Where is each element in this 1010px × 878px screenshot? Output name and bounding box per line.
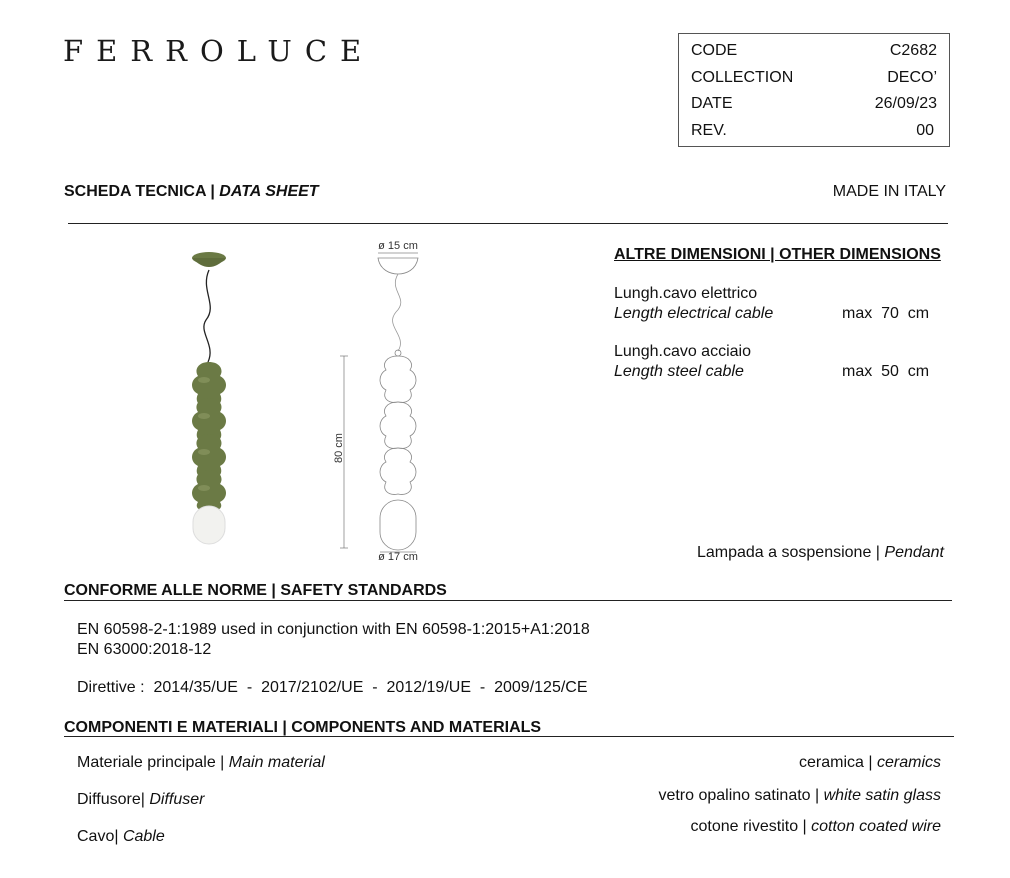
- component-label-en: Main material: [228, 754, 325, 771]
- component-label: [77, 791, 204, 809]
- glass-diffuser: [193, 506, 225, 544]
- info-row-date: [691, 95, 937, 117]
- info-value: C2682: [889, 42, 937, 59]
- component-value-en: ceramics: [876, 754, 941, 771]
- cable: [204, 270, 210, 362]
- brand-logo: FERROLUCE: [63, 34, 375, 68]
- components-title: COMPONENTI E MATERIALI | COMPONENTS AND MATERIALS: [64, 719, 542, 736]
- component-label: [77, 828, 165, 846]
- info-row-collection: [691, 69, 937, 91]
- sheet-title-en: DATA SHEET: [219, 183, 319, 200]
- info-key: COLLECTION: [691, 69, 794, 86]
- component-value-it: cotone rivestito |: [690, 818, 812, 835]
- other-dimensions-title: ALTRE DIMENSIONI | OTHER DIMENSIONS: [614, 246, 941, 263]
- divider: [64, 600, 952, 601]
- divider: [68, 223, 948, 224]
- component-value: [690, 818, 941, 836]
- canopy-body: [192, 258, 226, 267]
- bottom-diameter-label: ø 17 cm: [378, 551, 418, 563]
- dim-value: max 70 cm: [842, 305, 930, 322]
- info-row-code: [691, 42, 937, 64]
- component-value-en: white satin glass: [823, 787, 941, 804]
- info-value: 00: [916, 122, 934, 139]
- component-label-it: Materiale principale |: [77, 754, 229, 771]
- divider: [64, 736, 954, 737]
- info-box: [678, 33, 950, 147]
- component-label-en: Diffuser: [149, 791, 205, 808]
- product-photo: [180, 250, 240, 550]
- sheet-title: [64, 183, 319, 201]
- module-outlines: [380, 356, 416, 550]
- cable-outline: [393, 274, 401, 351]
- dim-label-en: Length electrical cable: [614, 305, 774, 322]
- info-key: DATE: [691, 95, 733, 112]
- dim-label-it: Lungh.cavo elettrico: [614, 285, 758, 302]
- product-type: [697, 544, 944, 562]
- canopy-outline: [378, 258, 418, 274]
- technical-drawing: [330, 236, 440, 566]
- sheet-title-it: SCHEDA TECNICA |: [64, 183, 220, 200]
- product-type-it: Lampada a sospensione |: [696, 544, 885, 561]
- height-label: 80 cm: [333, 433, 345, 463]
- dim-label-en: Length steel cable: [614, 363, 744, 380]
- safety-line: EN 60598-2-1:1989 used in conjunction with EN 60598-1:2015+A1:2018: [77, 621, 590, 638]
- component-label-en: Cable: [122, 828, 165, 845]
- info-value: DECO’: [887, 69, 937, 86]
- component-value-it: vetro opalino satinato |: [658, 787, 824, 804]
- component-value-it: ceramica |: [799, 754, 877, 771]
- component-label-it: Cavo|: [77, 828, 123, 845]
- dim-value: max 50 cm: [842, 363, 930, 380]
- safety-line: EN 63000:2018-12: [77, 641, 212, 658]
- component-value: [658, 787, 941, 805]
- component-label-it: Diffusore|: [77, 791, 150, 808]
- component-label: [77, 754, 325, 772]
- info-key: REV.: [691, 122, 727, 139]
- top-diameter-label: ø 15 cm: [378, 240, 418, 252]
- dim-label-it: Lungh.cavo acciaio: [614, 343, 751, 360]
- info-value: 26/09/23: [874, 95, 937, 112]
- product-type-en: Pendant: [884, 544, 944, 561]
- info-row-rev: [691, 122, 937, 144]
- info-key: CODE: [691, 42, 738, 59]
- directives: Direttive : 2014/35/UE - 2017/2102/UE - 2012/19/UE - 2009/125/CE: [77, 679, 588, 696]
- component-value-en: cotton coated wire: [811, 818, 941, 835]
- safety-title: CONFORME ALLE NORME | SAFETY STANDARDS: [64, 582, 447, 599]
- component-value: [799, 754, 941, 772]
- made-in-italy: MADE IN ITALY: [832, 183, 946, 200]
